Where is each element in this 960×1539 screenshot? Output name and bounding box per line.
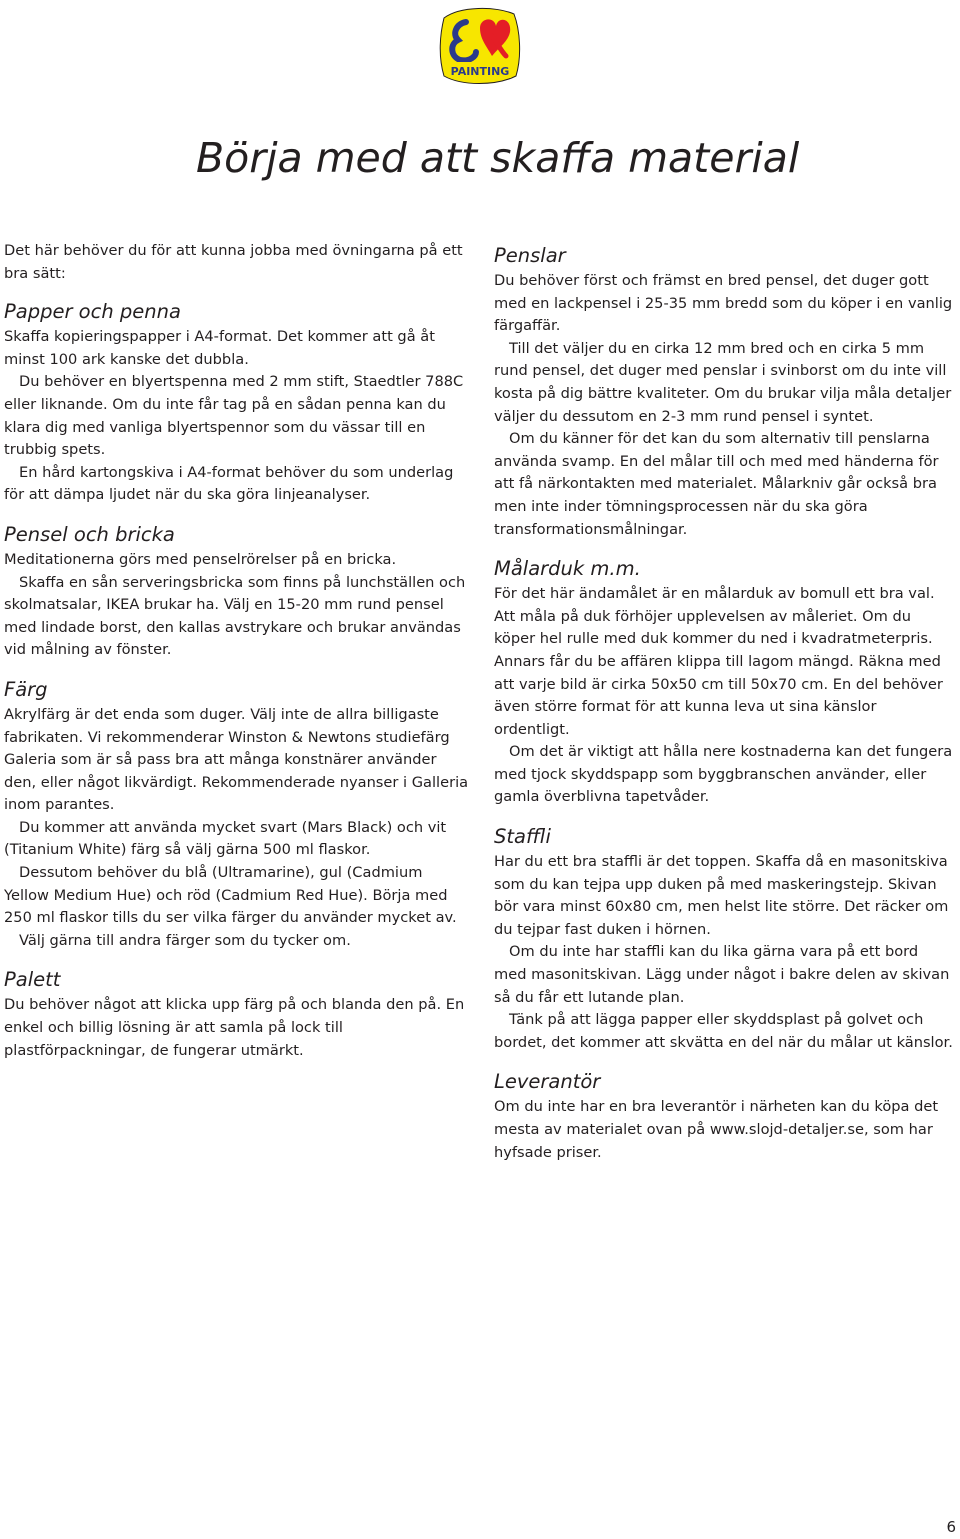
paragraph: Du behöver en blyertspenna med 2 mm stift, Staedtler 788C eller liknande. Om du inte får tag på en sådan penna kan du klara dig med vanliga blyertspennor som du vässar till en trubbig spets. xyxy=(4,373,464,459)
section-heading: Penslar xyxy=(494,244,566,267)
section-penslar xyxy=(494,242,954,541)
paragraph: Om det är viktigt att hålla nere kostnaderna kan det fungera med tjock skyddspapp som byggbranschen använder, eller gamla överblivna tapetvåder. xyxy=(494,743,953,806)
section-staffli xyxy=(494,823,954,1054)
paragraph: Om du inte har en bra leverantör i närheten kan du köpa det mesta av materialet ovan på www.slojd-detaljer.se, som har hyfsade priser. xyxy=(494,1098,939,1161)
paragraph: Meditationerna görs med penselrörelser på en bricka. xyxy=(4,550,397,568)
section-palett xyxy=(4,966,470,1062)
paragraph: Du behöver först och främst en bred pensel, det duger gott med en lackpensel i 25-35 mm bredd som du köper i en vanlig färgaffär. xyxy=(494,272,953,335)
paragraph: Du behöver något att klicka upp färg på och blanda den på. En enkel och billig lösning är att samla på lock till plastförpackningar, de fungerar utmärkt. xyxy=(4,996,465,1059)
paragraph: För det här ändamålet är en målarduk av bomull ett bra val. Att måla på duk förhöjer upplevelsen av måleriet. Om du köper hel rulle med duk kommer du ned i kvadratmeterpris. Annars får du be affären klippa till lagom mängd. Räkna med att varje bild är cirka 50x50 cm till 50x70 cm. En del behöver även större format för att kunna leva ut sina känslor ordentligt. xyxy=(494,585,943,738)
section-papper-och-penna xyxy=(4,298,470,507)
paragraph: Dessutom behöver du blå (Ultramarine), gul (Cadmium Yellow Medium Hue) och röd (Cadmium Red Hue). Börja med 250 ml flaskor tills du ser vilka färger du använder mycket av. xyxy=(4,864,457,927)
paragraph: Tänk på att lägga papper eller skyddsplast på golvet och bordet, det kommer att skvätta en del när du målar ut känslor. xyxy=(494,1011,953,1051)
page-title: Börja med att skaffa material xyxy=(196,134,800,182)
painting-logo-icon xyxy=(436,4,522,86)
logo xyxy=(436,4,522,86)
logo-text: PAINTING xyxy=(450,65,510,78)
section-farg xyxy=(4,676,470,953)
right-column xyxy=(494,242,954,1164)
paragraph: Välj gärna till andra färger som du tycker om. xyxy=(19,931,351,949)
paragraph: Du kommer att använda mycket svart (Mars Black) och vit (Titanium White) färg så välj gärna 500 ml flaskor. xyxy=(4,818,447,859)
paragraph: Till det väljer du en cirka 12 mm bred och en cirka 5 mm rund pensel, det duger med penslar i svinborst om du inte vill kosta på dig bättre kvaliteter. Om du brukar vilja måla detaljer väljer du dessutom en 2-3 mm rund pensel i syntet. xyxy=(494,339,952,425)
section-heading: Målarduk m.m. xyxy=(494,557,641,581)
section-heading: Staffli xyxy=(494,825,551,849)
section-heading: Papper och penna xyxy=(4,300,181,324)
section-pensel-och-bricka xyxy=(4,521,470,662)
paragraph: Skaffa en sån serveringsbricka som finns på lunchställen och skolmatsalar, IKEA brukar ha. Välj en 15-20 mm rund pensel med lindade borst, den kallas avstrykare och brukar användas vid målning av fönster. xyxy=(4,573,466,659)
paragraph: Akrylfärg är det enda som duger. Välj inte de allra billigaste fabrikaten. Vi rekommenderar Winston & Newtons studiefärg Galeria som är så pass bra att många konstnärer använder den, eller något likvärdigt. Rekommenderade nyanser i Galleria inom parantes. xyxy=(4,705,469,814)
section-malarduk xyxy=(494,555,954,809)
section-leverantor xyxy=(494,1068,954,1164)
section-heading: Leverantör xyxy=(494,1070,601,1094)
paragraph: Skaffa kopieringspapper i A4-format. Det kommer att gå åt minst 100 ark kanske det dubbla. xyxy=(4,328,435,368)
page-number: 6 xyxy=(946,1518,956,1536)
paragraph: Om du känner för det kan du som alternativ till penslarna använda svamp. En del målar till och med med händerna för att få närkontakten med materialet. Målarkniv går också bra men inte inder tömningsprocessen när du ska göra transformationsmålningar. xyxy=(494,430,939,538)
paragraph: Har du ett bra staffli är det toppen. Skaffa då en masonitskiva som du kan tejpa upp duken på med maskeringstejp. Skivan bör vara minst 60x80 cm, men helst lite större. Det räcker om du tejpar fast duken i hörnen. xyxy=(494,853,949,938)
section-heading: Palett xyxy=(4,968,61,992)
left-column xyxy=(4,240,470,1062)
paragraph: Om du inte har staffli kan du lika gärna vara på ett bord med masonitskivan. Lägg under något i bakre delen av skivan så du får ett lutande plan. xyxy=(494,943,950,1006)
section-heading: Pensel och bricka xyxy=(4,522,175,546)
intro-text: Det här behöver du för att kunna jobba med övningarna på ett bra sätt: xyxy=(4,242,463,282)
paragraph: En hård kartongskiva i A4-format behöver du som underlag för att dämpa ljudet när du ska göra linjeanalyser. xyxy=(4,463,454,504)
section-heading: Färg xyxy=(4,677,48,701)
